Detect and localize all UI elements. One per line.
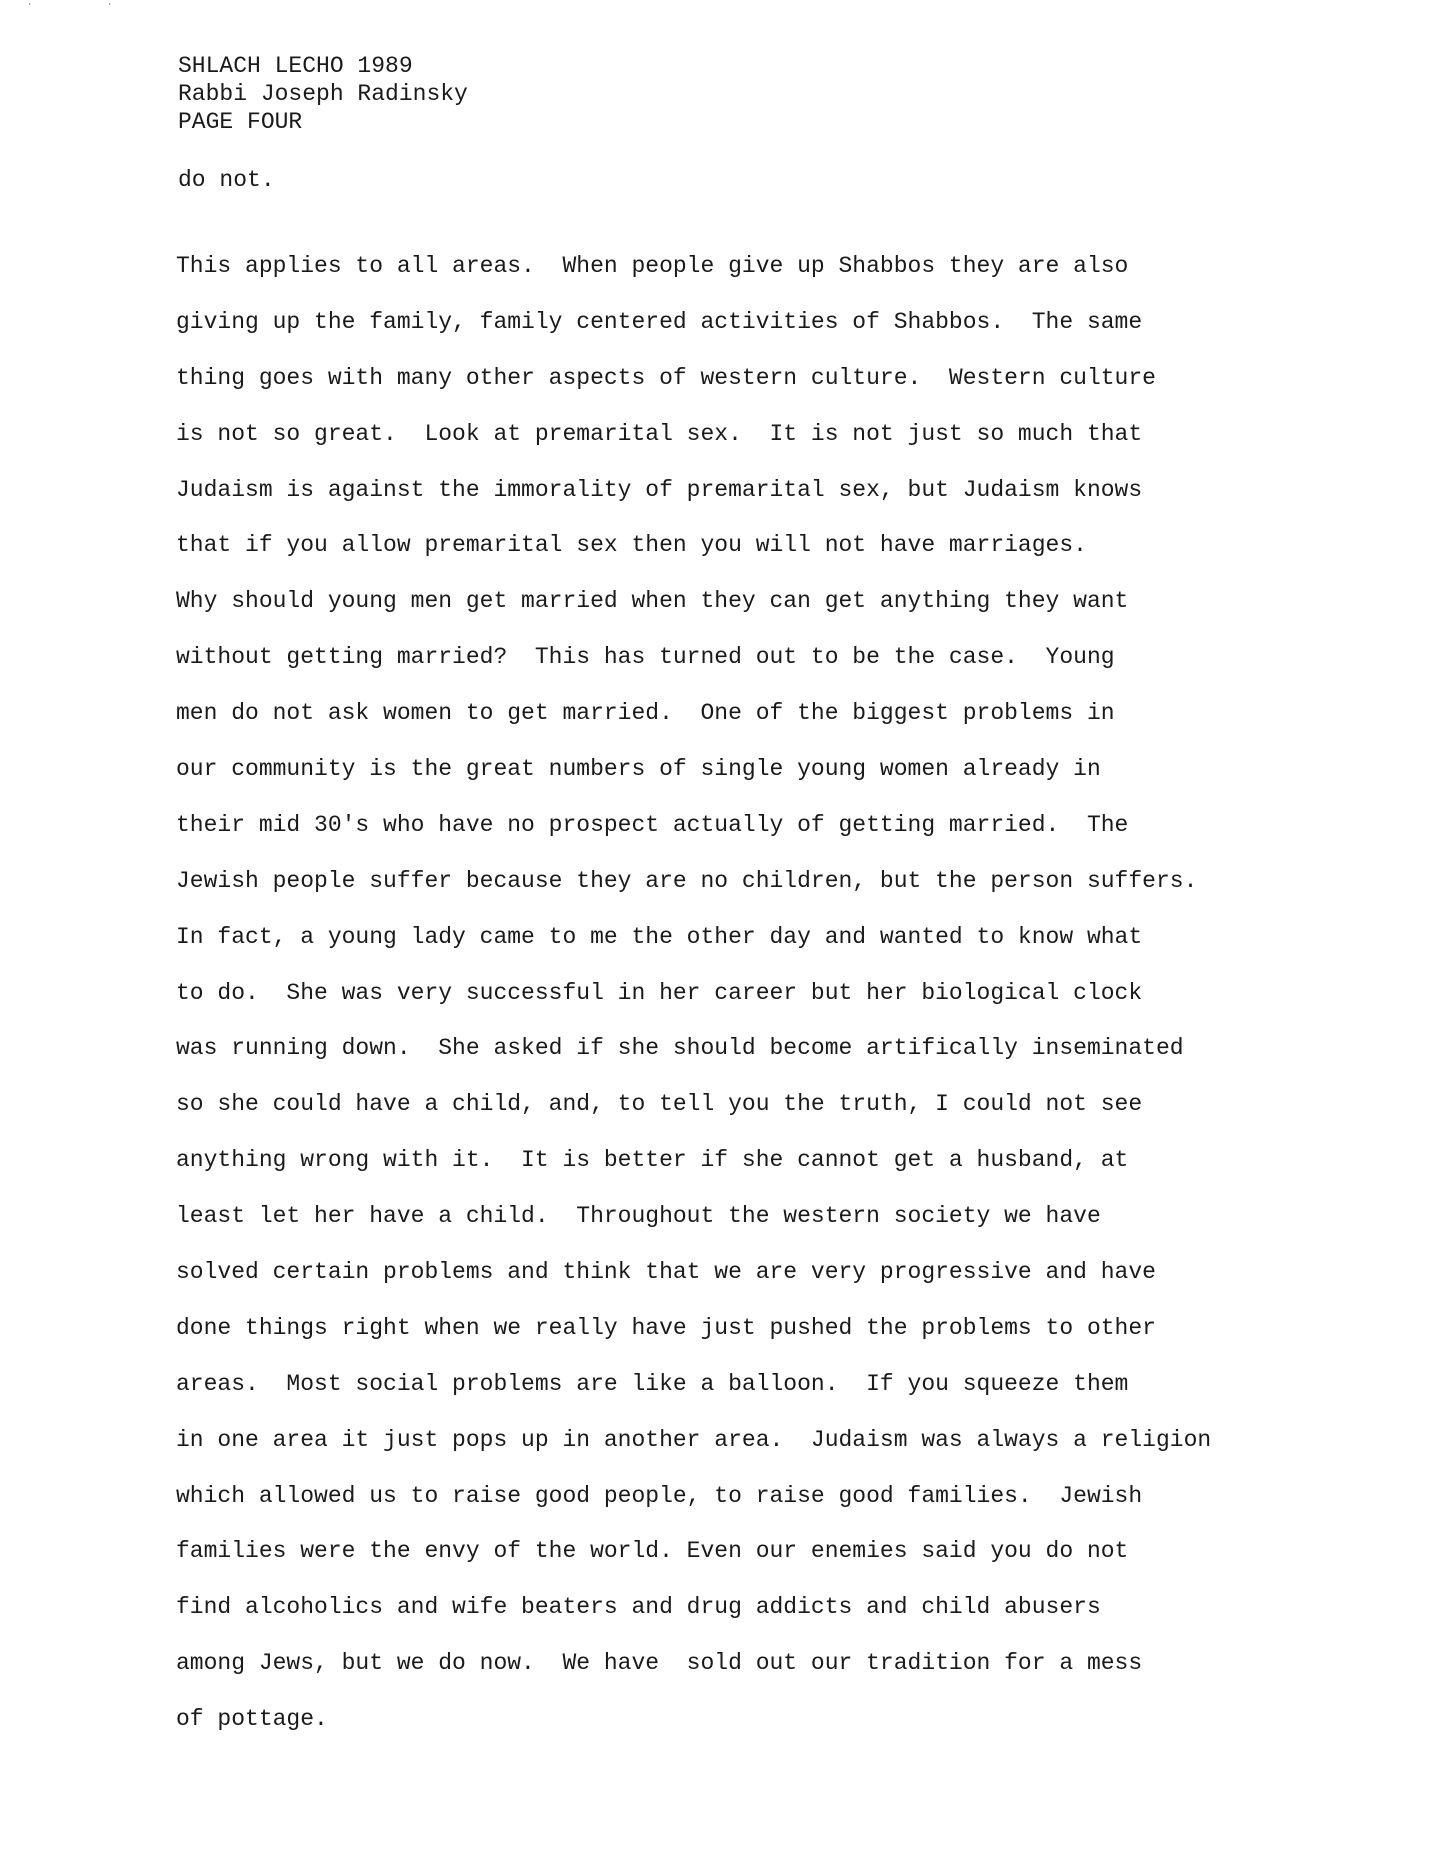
text-line: anything wrong with it. It is better if she cannot get a husband, at	[176, 1147, 1129, 1174]
author-name: Rabbi Joseph Radinsky	[178, 81, 468, 107]
text-line: Jewish people suffer because they are no children, but the person suffers.	[176, 867, 1198, 894]
text-line: giving up the family, family centered activities of Shabbos. The same	[176, 308, 1143, 335]
text-line: so she could have a child, and, to tell you the truth, I could not see	[176, 1091, 1143, 1118]
text-line: is not so great. Look at premarital sex. It is not just so much that	[176, 420, 1143, 447]
text-line: in one area it just pops up in another area. Judaism was always a religion	[176, 1426, 1212, 1453]
text-line: that if you allow premarital sex then you will not have marriages.	[176, 532, 1087, 559]
body-text	[176, 252, 1211, 1761]
scan-speck: ˙	[106, 2, 114, 16]
scan-speck: ˙	[26, 2, 34, 16]
document-header	[178, 52, 468, 136]
text-line: men do not ask women to get married. One of the biggest problems in	[176, 700, 1115, 727]
text-line: thing goes with many other aspects of western culture. Western culture	[176, 364, 1156, 391]
text-line: In fact, a young lady came to me the other day and wanted to know what	[176, 923, 1143, 950]
text-line: This applies to all areas. When people give up Shabbos they are also	[176, 253, 1129, 279]
sermon-title: SHLACH LECHO 1989	[178, 53, 413, 79]
text-line: which allowed us to raise good people, to raise good families. Jewish	[176, 1482, 1143, 1509]
text-line: least let her have a child. Throughout the western society we have	[176, 1203, 1101, 1230]
text-line: of pottage.	[176, 1706, 328, 1733]
text-line: our community is the great numbers of single young women already in	[176, 756, 1101, 783]
text-line: to do. She was very successful in her career but her biological clock	[176, 979, 1143, 1006]
text-line: areas. Most social problems are like a balloon. If you squeeze them	[176, 1370, 1129, 1397]
text-line: their mid 30's who have no prospect actually of getting married. The	[176, 811, 1129, 838]
text-line: among Jews, but we do now. We have sold out our tradition for a mess	[176, 1650, 1143, 1677]
text-line: was running down. She asked if she should become artifically inseminated	[176, 1035, 1184, 1062]
text-line: find alcoholics and wife beaters and drug addicts and child abusers	[176, 1594, 1101, 1621]
text-line: without getting married? This has turned out to be the case. Young	[176, 644, 1115, 671]
page-label: PAGE FOUR	[178, 109, 303, 135]
text-line: solved certain problems and think that we are very progressive and have	[176, 1259, 1156, 1286]
continuation-line: do not.	[178, 167, 275, 193]
text-line: Judaism is against the immorality of premarital sex, but Judaism knows	[176, 476, 1143, 503]
text-line: done things right when we really have just pushed the problems to other	[176, 1314, 1156, 1341]
text-line: families were the envy of the world. Even our enemies said you do not	[176, 1538, 1129, 1565]
text-line: Why should young men get married when they can get anything they want	[176, 588, 1129, 615]
